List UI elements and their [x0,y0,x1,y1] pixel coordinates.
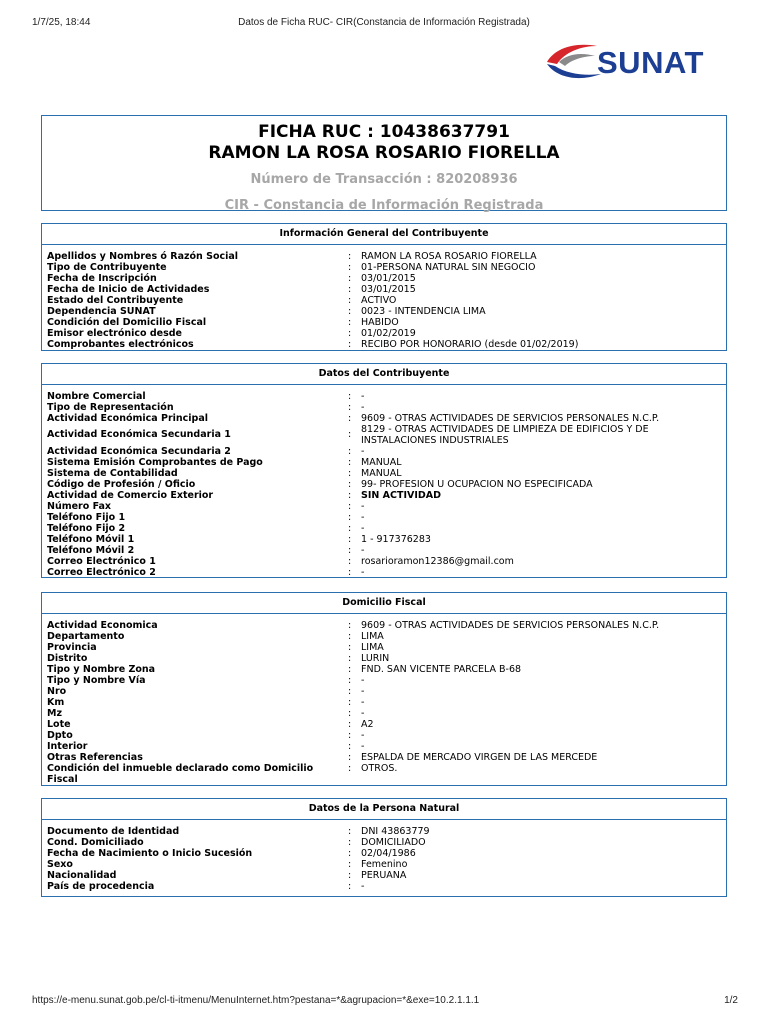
field-value: RECIBO POR HONORARIO (desde 01/02/2019) [361,339,579,350]
field-label: Fecha de Inscripción [47,273,157,284]
field-label: Mz [47,708,62,719]
field-value: - [361,446,365,457]
field-row [42,273,726,284]
field-separator: : [348,620,352,631]
field-label: Actividad Economica [47,620,158,631]
section-title: Datos del Contribuyente [42,364,726,385]
field-label: Condición del inmueble declarado como Domicilio Fiscal [47,763,314,785]
field-label: Sistema de Contabilidad [47,468,178,479]
field-separator: : [348,826,352,837]
field-separator: : [348,413,352,424]
field-label: Dpto [47,730,73,741]
field-row [42,501,726,512]
field-value: LIMA [361,642,384,653]
field-row [42,523,726,534]
field-value: MANUAL [361,468,402,479]
field-separator: : [348,490,352,501]
field-row [42,697,726,708]
field-value: - [361,697,365,708]
field-value: - [361,501,365,512]
field-row [42,391,726,402]
field-row [42,686,726,697]
field-row [42,402,726,413]
page-number: 1/2 [724,995,738,1006]
section-rows [42,620,726,785]
field-label: Lote [47,719,71,730]
sunat-logo [545,38,730,84]
field-separator: : [348,697,352,708]
field-label: Actividad Económica Secundaria 1 [47,429,231,440]
field-separator: : [348,468,352,479]
field-row [42,848,726,859]
field-label: Actividad Económica Secundaria 2 [47,446,231,457]
field-label: Número Fax [47,501,112,512]
field-label: Comprobantes electrónicos [47,339,194,350]
field-row [42,859,726,870]
field-value: DNI 43863779 [361,826,430,837]
field-separator: : [348,870,352,881]
field-label: Tipo y Nombre Zona [47,664,156,675]
field-value: DOMICILIADO [361,837,426,848]
field-separator: : [348,273,352,284]
field-row [42,719,726,730]
field-label: Provincia [47,642,97,653]
field-value: - [361,741,365,752]
field-separator: : [348,402,352,413]
transaction-number: Número de Transacción : 820208936 [250,172,518,187]
field-row [42,631,726,642]
field-value: ESPALDA DE MERCADO VIRGEN DE LAS MERCEDE [361,752,598,763]
field-row [42,708,726,719]
field-value: FND. SAN VICENTE PARCELA B-68 [361,664,522,675]
section-title: Información General del Contribuyente [42,224,726,245]
field-row [42,741,726,752]
ficha-header [41,115,727,211]
field-separator: : [348,534,352,545]
field-row [42,468,726,479]
field-value: A2 [361,719,374,730]
field-row [42,664,726,675]
field-value: 9609 - OTRAS ACTIVIDADES DE SERVICIOS PERSONALES N.C.P. [361,413,660,424]
field-value: - [361,675,365,686]
field-row [42,262,726,273]
field-label: Otras Referencias [47,752,143,763]
print-title: Datos de Ficha RUC- CIR(Constancia de Información Registrada) [238,17,530,28]
field-label: Apellidos y Nombres ó Razón Social [47,251,239,262]
field-value: LIMA [361,631,384,642]
sunat-logo-text: SUNAT [597,45,704,80]
field-separator: : [348,730,352,741]
field-value: - [361,391,365,402]
field-label: Teléfono Fijo 1 [47,512,126,523]
field-separator: : [348,719,352,730]
field-value: 01/02/2019 [361,328,416,339]
field-row [42,512,726,523]
field-label: Correo Electrónico 1 [47,556,156,567]
field-separator: : [348,567,352,578]
field-label: Sexo [47,859,73,870]
field-separator: : [348,556,352,567]
field-separator: : [348,251,352,262]
field-row [42,339,726,350]
field-value: HABIDO [361,317,399,328]
field-separator: : [348,708,352,719]
field-label: Actividad de Comercio Exterior [47,490,214,501]
field-separator: : [348,686,352,697]
taxpayer-name: RAMON LA ROSA ROSARIO FIORELLA [208,143,560,163]
section-rows [42,391,726,578]
field-separator: : [348,457,352,468]
field-separator: : [348,501,352,512]
field-label: Actividad Económica Principal [47,413,209,424]
field-label: Emisor electrónico desde [47,328,182,339]
field-value: MANUAL [361,457,402,468]
field-separator: : [348,284,352,295]
field-separator: : [348,642,352,653]
field-separator: : [348,631,352,642]
field-row [42,620,726,631]
field-value: SIN ACTIVIDAD [361,490,441,501]
field-label: Correo Electrónico 2 [47,567,156,578]
field-row [42,675,726,686]
field-row [42,251,726,262]
field-separator: : [348,741,352,752]
field-row [42,490,726,501]
field-row [42,545,726,556]
field-value: - [361,512,365,523]
cir-subtitle: CIR - Constancia de Información Registrada [224,198,544,213]
field-label: Dependencia SUNAT [47,306,156,317]
field-separator: : [348,664,352,675]
section-persona-natural [41,798,727,897]
field-row [42,284,726,295]
field-label: Estado del Contribuyente [47,295,184,306]
field-label: Código de Profesión / Oficio [47,479,196,490]
field-row [42,881,726,892]
field-label: Cond. Domiciliado [47,837,144,848]
field-label: Nacionalidad [47,870,117,881]
field-value: ACTIVO [361,295,397,306]
field-value: 8129 - OTRAS ACTIVIDADES DE LIMPIEZA DE EDIFICIOS Y DE INSTALACIONES INDUSTRIALES [361,424,649,446]
field-separator: : [348,653,352,664]
sunat-swoosh-icon [545,38,605,84]
field-value: PERUANA [361,870,407,881]
field-label: País de procedencia [47,881,155,892]
field-separator: : [348,848,352,859]
field-label: Distrito [47,653,88,664]
field-value: - [361,402,365,413]
field-row [42,413,726,424]
field-row [42,317,726,328]
field-value: - [361,567,365,578]
field-separator: : [348,763,352,774]
field-label: Condición del Domicilio Fiscal [47,317,207,328]
field-row [42,295,726,306]
field-value: LURIN [361,653,390,664]
field-separator: : [348,262,352,273]
section-rows [42,826,726,892]
field-value: 02/04/1986 [361,848,416,859]
field-row [42,567,726,578]
field-value: - [361,708,365,719]
field-row [42,653,726,664]
field-row [42,730,726,741]
field-separator: : [348,545,352,556]
field-row [42,556,726,567]
field-value: 1 - 917376283 [361,534,431,545]
field-row [42,306,726,317]
section-title: Domicilio Fiscal [42,593,726,614]
field-separator: : [348,859,352,870]
field-label: Departamento [47,631,125,642]
field-value: 01-PERSONA NATURAL SIN NEGOCIO [361,262,536,273]
field-value: OTROS. [361,763,398,774]
field-label: Sistema Emisión Comprobantes de Pago [47,457,263,468]
section-rows [42,251,726,350]
field-label: Teléfono Fijo 2 [47,523,126,534]
field-label: Fecha de Inicio de Actividades [47,284,210,295]
field-separator: : [348,881,352,892]
field-label: Teléfono Móvil 2 [47,545,135,556]
field-row [42,642,726,653]
section-title: Datos de la Persona Natural [42,799,726,820]
field-value: - [361,523,365,534]
field-label: Nombre Comercial [47,391,146,402]
print-url: https://e-menu.sunat.gob.pe/cl-ti-itmenu/MenuInternet.htm?pestana=*&agrupacion=*&exe=10.2.1.1.1 [32,995,480,1006]
field-row [42,752,726,763]
field-label: Tipo de Representación [47,402,174,413]
field-row [42,424,726,446]
field-separator: : [348,752,352,763]
field-row [42,328,726,339]
field-label: Nro [47,686,67,697]
field-row [42,826,726,837]
section-informacion-general [41,223,727,351]
field-value: - [361,881,365,892]
ruc-number: FICHA RUC : 10438637791 [258,122,510,142]
field-label: Teléfono Móvil 1 [47,534,135,545]
section-domicilio-fiscal [41,592,727,786]
field-row [42,534,726,545]
field-row [42,479,726,490]
field-value: - [361,730,365,741]
field-value: rosarioramon12386@gmail.com [361,556,514,567]
field-value: RAMON LA ROSA ROSARIO FIORELLA [361,251,537,262]
field-separator: : [348,479,352,490]
field-label: Tipo de Contribuyente [47,262,167,273]
field-value: 9609 - OTRAS ACTIVIDADES DE SERVICIOS PERSONALES N.C.P. [361,620,660,631]
section-datos-contribuyente [41,363,727,578]
field-label: Fecha de Nacimiento o Inicio Sucesión [47,848,253,859]
field-row [42,446,726,457]
field-row [42,870,726,881]
field-separator: : [348,429,352,440]
field-separator: : [348,512,352,523]
field-value: 03/01/2015 [361,284,416,295]
field-label: Interior [47,741,88,752]
field-separator: : [348,306,352,317]
field-label: Documento de Identidad [47,826,180,837]
field-value: 99- PROFESION U OCUPACION NO ESPECIFICADA [361,479,593,490]
field-row [42,457,726,468]
field-separator: : [348,837,352,848]
field-separator: : [348,317,352,328]
field-value: Femenino [361,859,408,870]
field-separator: : [348,328,352,339]
field-label: Tipo y Nombre Vía [47,675,146,686]
field-separator: : [348,446,352,457]
field-separator: : [348,295,352,306]
field-row [42,763,726,785]
print-date: 1/7/25, 18:44 [32,17,91,28]
field-value: 0023 - INTENDENCIA LIMA [361,306,486,317]
field-separator: : [348,523,352,534]
field-separator: : [348,339,352,350]
field-separator: : [348,675,352,686]
field-separator: : [348,391,352,402]
field-value: 03/01/2015 [361,273,416,284]
field-value: - [361,686,365,697]
field-label: Km [47,697,65,708]
field-row [42,837,726,848]
field-value: - [361,545,365,556]
